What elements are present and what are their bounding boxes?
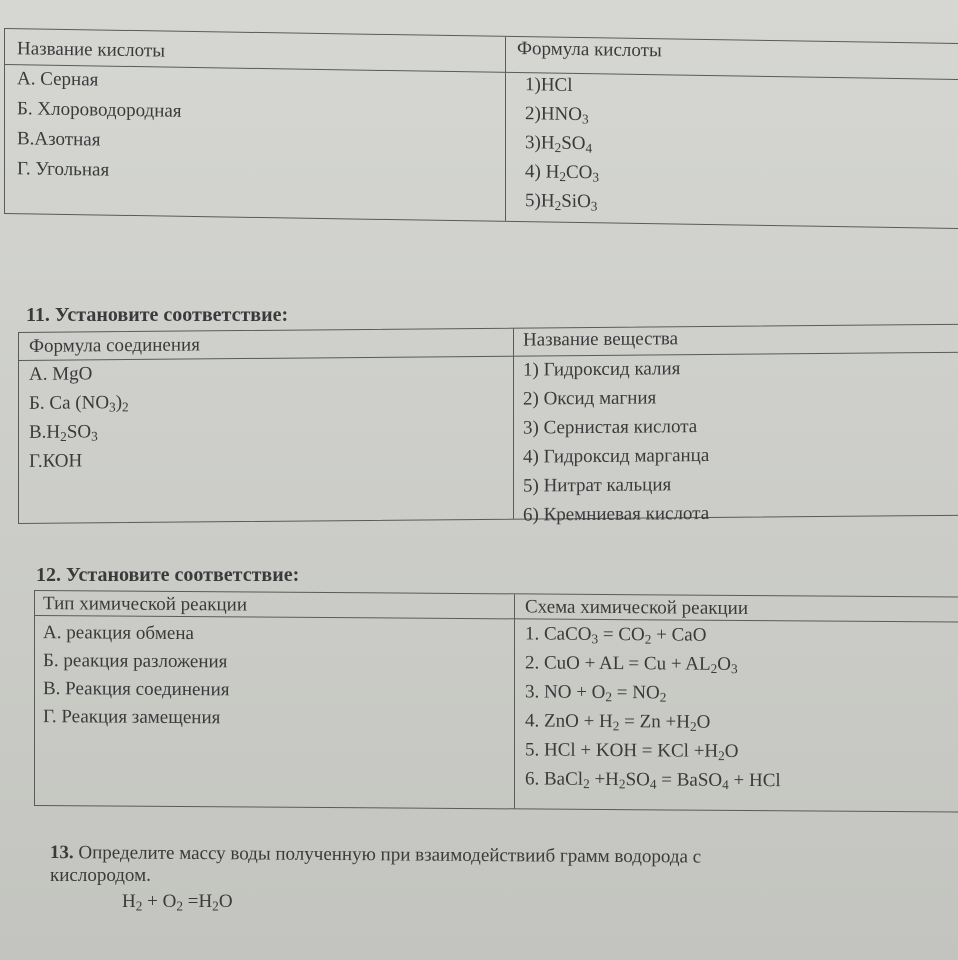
q11-name-item: 2) Оксид магния <box>523 387 657 410</box>
formula-text: 3)H <box>525 132 555 154</box>
formula-text: 1. CaCO <box>525 623 592 645</box>
q12-header-scheme: Схема химической реакции <box>525 596 748 619</box>
formula-subscript: 3 <box>591 631 599 647</box>
q12-scheme-item <box>525 711 710 733</box>
formula-text: 2)HNO <box>525 103 582 126</box>
formula-subscript: 3 <box>592 169 600 185</box>
formula-text: SO <box>66 421 92 443</box>
formula-subscript: 2 <box>176 898 183 914</box>
q13-number: 13. <box>49 842 74 864</box>
q11-title: 11. Установите соответствие: <box>26 304 289 326</box>
formula-subscript: 2 <box>644 631 652 647</box>
formula-subscript: 2 <box>605 689 613 705</box>
formula-subscript: 2 <box>718 748 725 764</box>
formula-subscript: 3 <box>91 428 98 444</box>
acid-table-header-name: Название кислоты <box>17 38 165 62</box>
formula-text: SiO <box>561 190 591 213</box>
q11-name-item: 3) Сернистая кислота <box>523 416 698 439</box>
formula-subscript: 3 <box>109 399 116 415</box>
q12-title: 12. Установите соответствие: <box>36 564 300 586</box>
q11-formula-item <box>29 364 92 384</box>
formula-subscript: 2 <box>710 661 718 677</box>
q12-table <box>34 590 958 813</box>
acid-name-item: Б. Хлороводородная <box>17 98 182 122</box>
formula-text: O <box>218 891 233 912</box>
formula-text: 4. ZnO + H <box>525 710 613 733</box>
q12-type-item: А. реакция обмена <box>43 622 194 645</box>
formula-subscript: 4 <box>722 777 729 793</box>
formula-text: O <box>696 711 711 733</box>
formula-subscript: 2 <box>212 898 219 914</box>
q11-name-item: 4) Гидроксид марганца <box>523 444 710 468</box>
formula-text: 3. NO + O <box>525 681 606 703</box>
acid-formula-item <box>525 162 599 184</box>
q11-formula-item <box>29 451 82 470</box>
formula-text: =H <box>182 891 213 912</box>
formula-subscript: 2 <box>135 898 143 914</box>
acid-name-item: В.Азотная <box>17 128 101 151</box>
formula-subscript: 3 <box>582 111 589 127</box>
formula-text: ) <box>115 392 123 414</box>
formula-text: CO <box>565 161 593 184</box>
q13-text-line2: кислородом. <box>50 865 151 886</box>
acid-formula-item <box>525 104 589 126</box>
q11-formula-item <box>29 393 129 414</box>
formula-text: Б. Ca (NO <box>29 392 110 414</box>
q12-scheme-item <box>525 740 739 762</box>
q13-equation <box>122 892 233 913</box>
acid-formula-item <box>525 133 592 155</box>
formula-subscript: 4 <box>649 776 657 792</box>
formula-subscript: 2 <box>618 776 626 792</box>
formula-text: = CO <box>598 623 645 646</box>
formula-text: 1)HCl <box>525 74 573 96</box>
acid-table-header-formula: Формула кислоты <box>517 38 662 62</box>
formula-subscript: 2 <box>554 197 562 214</box>
q11-name-item: 1) Гидроксид калия <box>523 358 681 381</box>
q11-name-item: 5) Нитрат кальция <box>523 474 672 497</box>
formula-subscript: 4 <box>585 140 593 156</box>
formula-text: SO <box>561 132 586 155</box>
formula-text: SO <box>625 769 650 791</box>
formula-text: 6. BaCl <box>525 768 584 790</box>
formula-text: = BaSO <box>656 769 723 791</box>
formula-subscript: 3 <box>590 198 598 214</box>
formula-subscript: 2 <box>583 776 590 792</box>
formula-text: +H <box>589 768 619 791</box>
formula-subscript: 2 <box>122 399 129 415</box>
formula-subscript: 2 <box>60 428 67 444</box>
q11-name-item: 6) Кремниевая кислота <box>523 502 710 526</box>
formula-text: = Zn +H <box>619 711 690 733</box>
formula-text: 2. CuO + AL = Cu + AL <box>525 652 711 675</box>
q12-scheme-item <box>525 653 738 675</box>
q12-scheme-item <box>525 682 666 704</box>
acid-name-item: А. Серная <box>17 68 99 91</box>
formula-text: O <box>717 653 731 675</box>
formula-subscript: 2 <box>612 718 620 734</box>
formula-text: + CaO <box>651 624 707 646</box>
formula-text: 5)H <box>525 190 555 212</box>
formula-text: В.H <box>29 421 61 443</box>
acid-formula-item <box>525 75 573 95</box>
q12-scheme-item <box>525 769 781 791</box>
formula-subscript: 2 <box>689 718 697 734</box>
formula-text: 4) H <box>525 161 560 183</box>
acid-formula-item <box>525 191 597 213</box>
q11-header-formula: Формула соединения <box>29 334 200 357</box>
formula-text: + O <box>142 891 177 912</box>
q11-header-name: Название вещества <box>523 328 679 351</box>
formula-subscript: 2 <box>659 689 667 705</box>
q12-type-item: Б. реакция разложения <box>43 650 228 673</box>
formula-text: А. MgO <box>29 363 93 385</box>
q11-table <box>18 324 958 524</box>
formula-subscript: 2 <box>559 169 566 185</box>
formula-text: O <box>724 740 739 762</box>
formula-subscript: 2 <box>554 139 562 156</box>
formula-text: + HCl <box>728 769 781 792</box>
formula-subscript: 3 <box>730 661 738 677</box>
q13-question: Определите массу воды полученную при взаимодействииб грамм водорода с <box>73 842 702 868</box>
acid-name-item: Г. Угольная <box>17 158 110 181</box>
q12-type-item: Г. Реакция замещения <box>43 706 221 729</box>
q12-type-item: В. Реакция соединения <box>43 678 230 701</box>
formula-text: Г.КОН <box>29 450 83 472</box>
q12-header-type: Тип химической реакции <box>43 593 247 616</box>
q13-text-line1 <box>50 843 701 867</box>
q12-scheme-item <box>525 624 706 646</box>
formula-text: = NO <box>612 682 660 704</box>
acid-table <box>4 28 958 229</box>
formula-text: 5. HCl + KOH = KCl +H <box>525 739 719 762</box>
formula-text: H <box>122 891 136 912</box>
q11-formula-item <box>29 422 98 443</box>
